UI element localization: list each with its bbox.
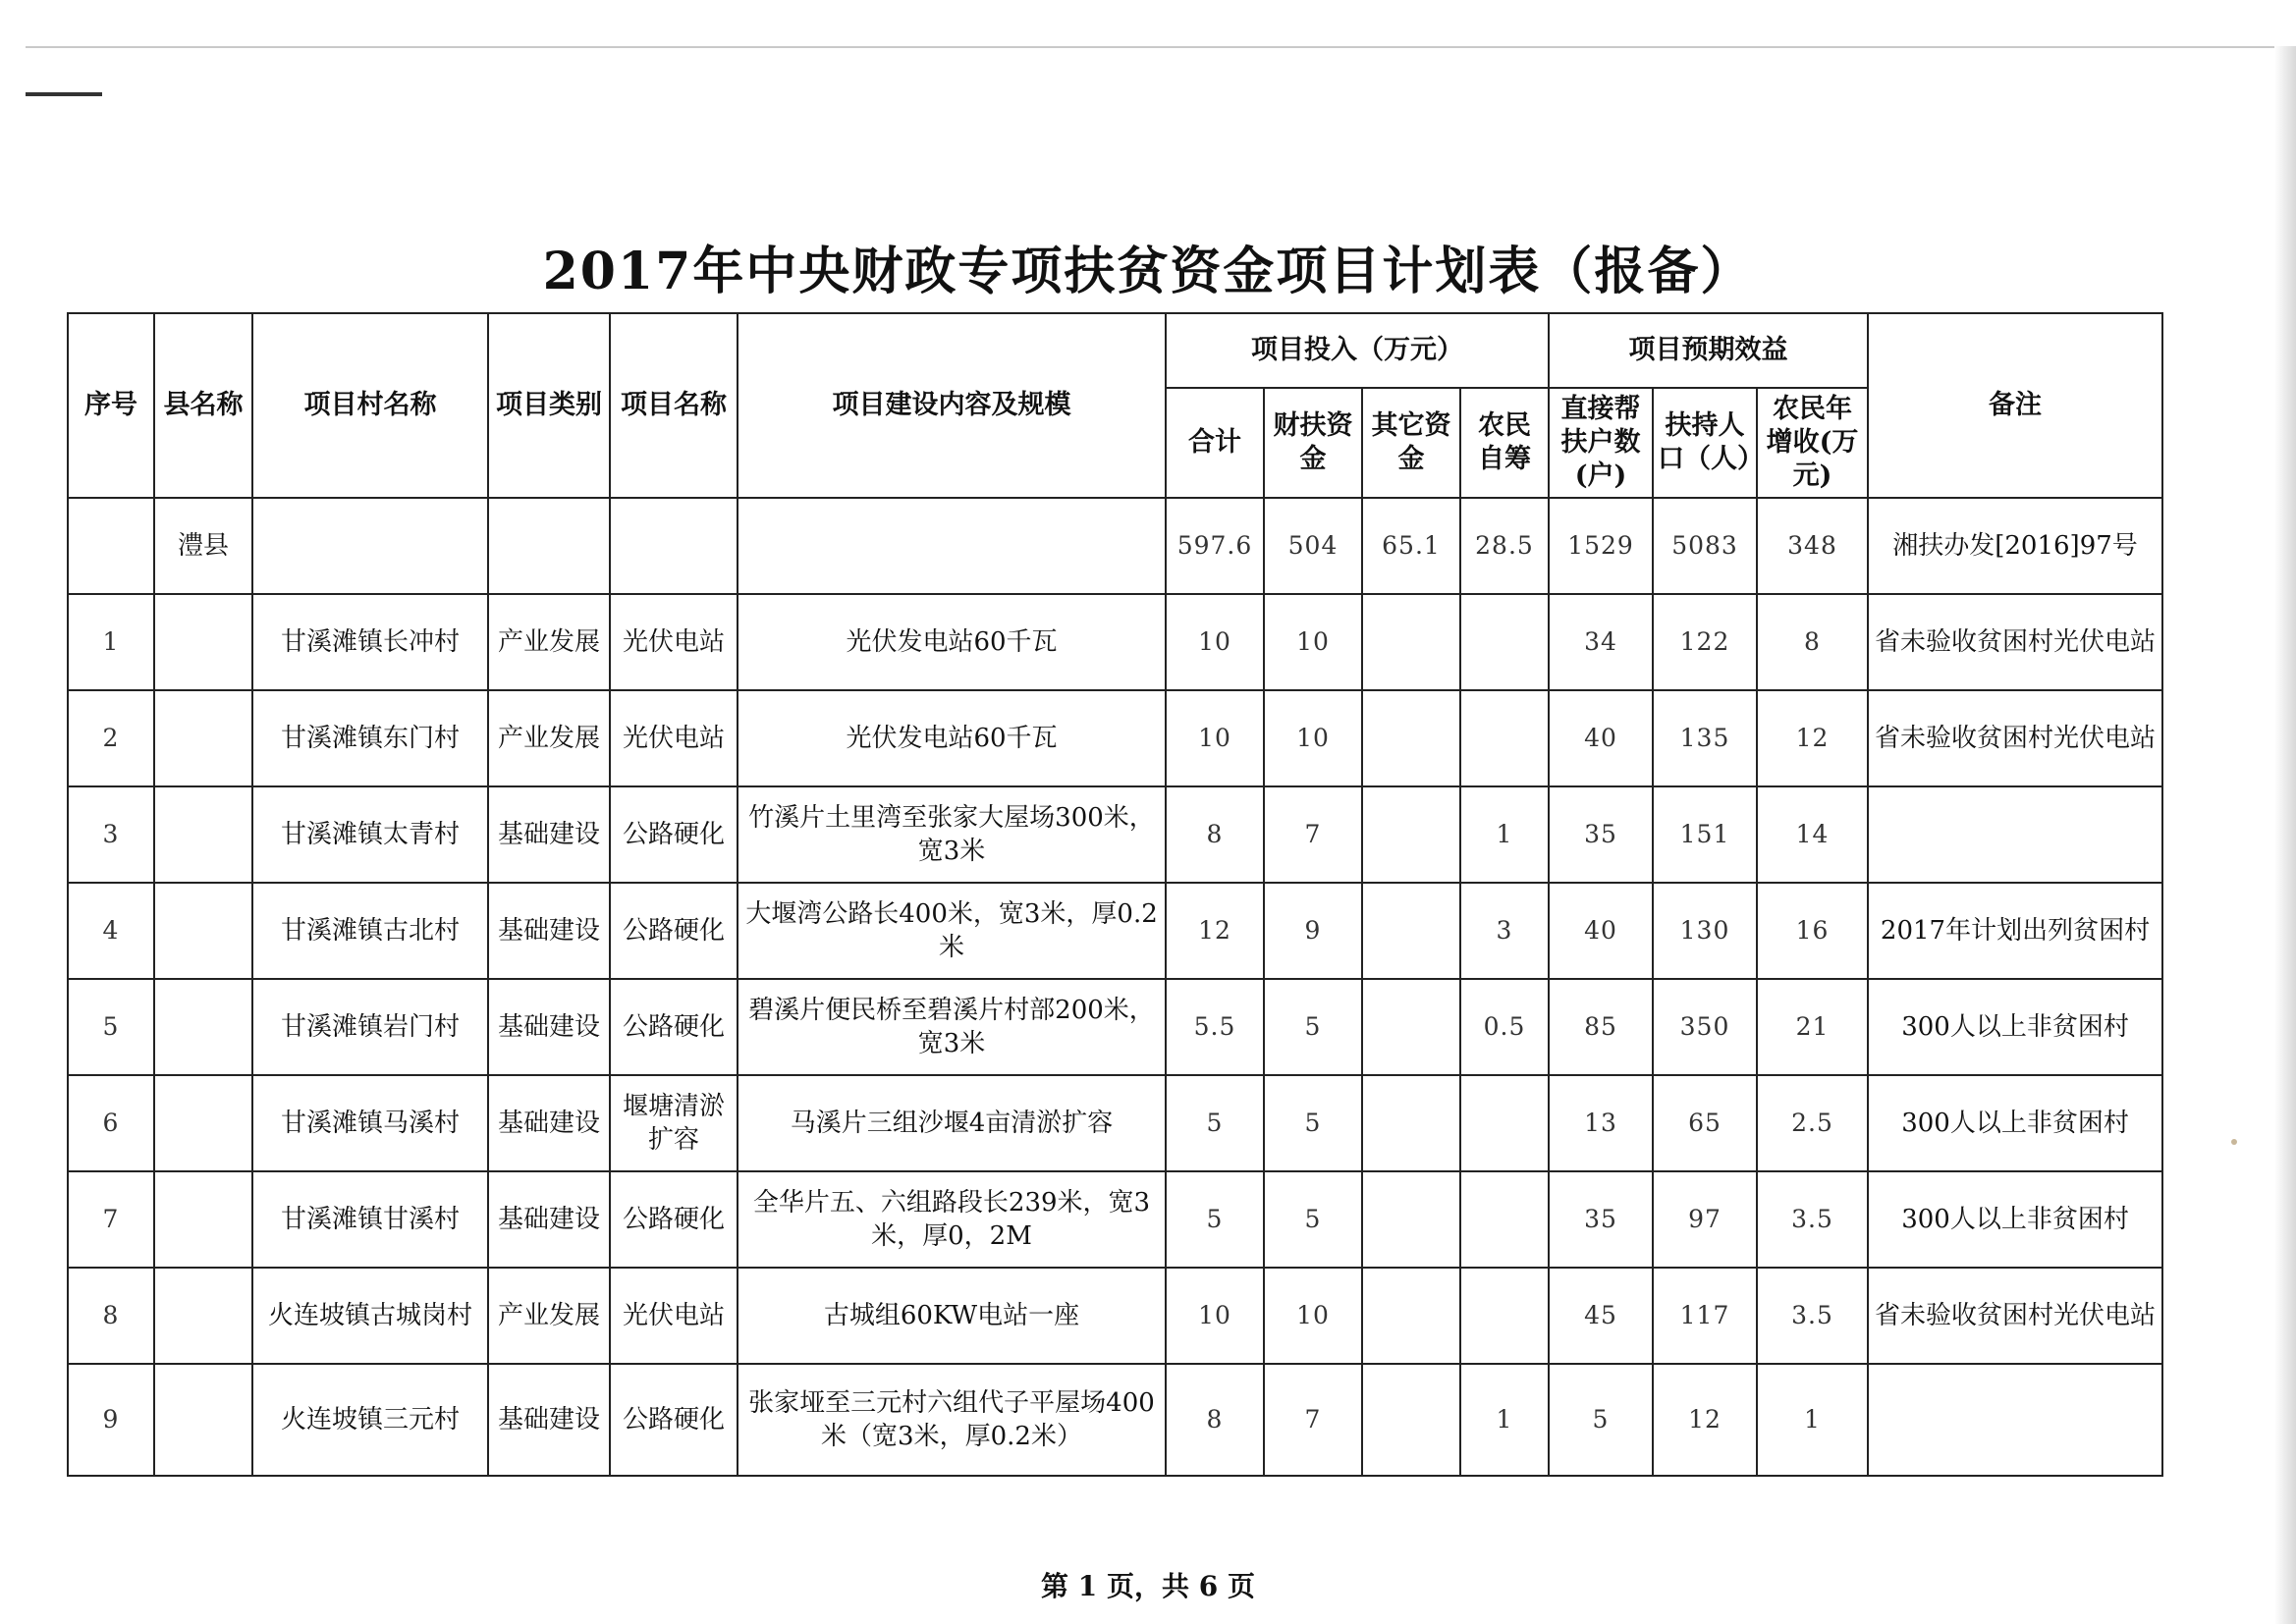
- seq-cell: 2: [68, 690, 154, 786]
- remarks-cell: 300人以上非贫困村: [1868, 979, 2162, 1075]
- total-cell: 10: [1166, 1268, 1264, 1364]
- remarks-cell: [1868, 1364, 2162, 1476]
- county-cell: [154, 1268, 252, 1364]
- income-cell: 3.5: [1757, 1268, 1868, 1364]
- remarks-cell: 省未验收贫困村光伏电站: [1868, 1268, 2162, 1364]
- income-cell: 21: [1757, 979, 1868, 1075]
- farmer-cell: [1460, 690, 1549, 786]
- scan-border-top: [26, 46, 2296, 48]
- content-cell: 碧溪片便民桥至碧溪片村部200米，宽3米: [738, 979, 1166, 1075]
- remarks-cell: 2017年计划出列贫困村: [1868, 883, 2162, 979]
- county-seq-cell: [68, 498, 154, 594]
- total-cell: 10: [1166, 594, 1264, 690]
- header-name: 项目名称: [610, 313, 738, 498]
- village-cell: 甘溪滩镇岩门村: [252, 979, 488, 1075]
- total-cell: 12: [1166, 883, 1264, 979]
- table-row: [68, 1171, 2162, 1268]
- other-cell: [1362, 690, 1460, 786]
- project-plan-table: [67, 312, 2163, 1477]
- households-cell: 40: [1549, 690, 1653, 786]
- fiscal-cell: 5: [1264, 1075, 1362, 1171]
- category-cell: 基础建设: [488, 1171, 610, 1268]
- fiscal-cell: 10: [1264, 594, 1362, 690]
- income-cell: 1: [1757, 1364, 1868, 1476]
- village-cell: 甘溪滩镇马溪村: [252, 1075, 488, 1171]
- fiscal-cell: 5: [1264, 1171, 1362, 1268]
- scan-speck: [2231, 1139, 2237, 1145]
- income-cell: 3.5: [1757, 1171, 1868, 1268]
- county-households-cell: 1529: [1549, 498, 1653, 594]
- households-cell: 13: [1549, 1075, 1653, 1171]
- seq-cell: 1: [68, 594, 154, 690]
- county-cell: [154, 594, 252, 690]
- village-cell: 甘溪滩镇古北村: [252, 883, 488, 979]
- county-population-cell: 5083: [1653, 498, 1757, 594]
- other-cell: [1362, 786, 1460, 883]
- village-cell: 甘溪滩镇甘溪村: [252, 1171, 488, 1268]
- households-cell: 45: [1549, 1268, 1653, 1364]
- content-cell: 马溪片三组沙堰4亩清淤扩容: [738, 1075, 1166, 1171]
- population-cell: 122: [1653, 594, 1757, 690]
- remarks-cell: [1868, 786, 2162, 883]
- seq-cell: 3: [68, 786, 154, 883]
- document-title: 2017年中央财政专项扶贫资金项目计划表（报备）: [542, 242, 1754, 301]
- table-row: [68, 594, 2162, 690]
- fiscal-cell: 7: [1264, 1364, 1362, 1476]
- other-cell: [1362, 1364, 1460, 1476]
- households-cell: 35: [1549, 786, 1653, 883]
- population-cell: 350: [1653, 979, 1757, 1075]
- other-cell: [1362, 883, 1460, 979]
- table-row: [68, 690, 2162, 786]
- header-households: 直接帮扶户数(户): [1549, 388, 1653, 498]
- county-name-cell: 澧县: [154, 498, 252, 594]
- farmer-cell: 1: [1460, 786, 1549, 883]
- county-category-cell: [488, 498, 610, 594]
- farmer-cell: [1460, 1075, 1549, 1171]
- total-cell: 5.5: [1166, 979, 1264, 1075]
- village-cell: 甘溪滩镇长冲村: [252, 594, 488, 690]
- seq-cell: 8: [68, 1268, 154, 1364]
- county-cell: [154, 1364, 252, 1476]
- farmer-cell: 1: [1460, 1364, 1549, 1476]
- content-cell: 光伏发电站60千瓦: [738, 690, 1166, 786]
- remarks-cell: 300人以上非贫困村: [1868, 1075, 2162, 1171]
- fiscal-cell: 5: [1264, 979, 1362, 1075]
- content-cell: 全华片五、六组路段长239米，宽3米，厚0，2M: [738, 1171, 1166, 1268]
- total-cell: 5: [1166, 1171, 1264, 1268]
- header-investment-group: 项目投入（万元）: [1166, 313, 1549, 388]
- header-benefit-group: 项目预期效益: [1549, 313, 1868, 388]
- population-cell: 135: [1653, 690, 1757, 786]
- county-cell: [154, 1171, 252, 1268]
- header-fiscal: 财扶资金: [1264, 388, 1362, 498]
- village-cell: 甘溪滩镇太青村: [252, 786, 488, 883]
- category-cell: 基础建设: [488, 979, 610, 1075]
- header-income: 农民年增收(万元): [1757, 388, 1868, 498]
- seq-cell: 9: [68, 1364, 154, 1476]
- county-other-cell: 65.1: [1362, 498, 1460, 594]
- category-cell: 基础建设: [488, 883, 610, 979]
- category-cell: 基础建设: [488, 1075, 610, 1171]
- fiscal-cell: 10: [1264, 1268, 1362, 1364]
- other-cell: [1362, 979, 1460, 1075]
- content-cell: 张家垭至三元村六组代子平屋场400米（宽3米，厚0.2米）: [738, 1364, 1166, 1476]
- farmer-cell: 3: [1460, 883, 1549, 979]
- village-cell: 火连坡镇古城岗村: [252, 1268, 488, 1364]
- county-cell: [154, 883, 252, 979]
- total-cell: 10: [1166, 690, 1264, 786]
- header-category: 项目类别: [488, 313, 610, 498]
- population-cell: 97: [1653, 1171, 1757, 1268]
- county-content-cell: [738, 498, 1166, 594]
- county-total-cell: 597.6: [1166, 498, 1264, 594]
- income-cell: 12: [1757, 690, 1868, 786]
- project-name-cell: 光伏电站: [610, 690, 738, 786]
- header-total: 合计: [1166, 388, 1264, 498]
- county-name-empty-cell: [610, 498, 738, 594]
- content-cell: 竹溪片土里湾至张家大屋场300米，宽3米: [738, 786, 1166, 883]
- other-cell: [1362, 1268, 1460, 1364]
- households-cell: 40: [1549, 883, 1653, 979]
- households-cell: 85: [1549, 979, 1653, 1075]
- table-row: [68, 979, 2162, 1075]
- county-cell: [154, 690, 252, 786]
- households-cell: 5: [1549, 1364, 1653, 1476]
- remarks-cell: 300人以上非贫困村: [1868, 1171, 2162, 1268]
- project-name-cell: 公路硬化: [610, 786, 738, 883]
- village-cell: 火连坡镇三元村: [252, 1364, 488, 1476]
- total-cell: 5: [1166, 1075, 1264, 1171]
- header-content: 项目建设内容及规模: [738, 313, 1166, 498]
- other-cell: [1362, 594, 1460, 690]
- total-cell: 8: [1166, 786, 1264, 883]
- project-name-cell: 堰塘清淤扩容: [610, 1075, 738, 1171]
- farmer-cell: [1460, 594, 1549, 690]
- seq-cell: 4: [68, 883, 154, 979]
- population-cell: 151: [1653, 786, 1757, 883]
- households-cell: 35: [1549, 1171, 1653, 1268]
- income-cell: 8: [1757, 594, 1868, 690]
- seq-cell: 5: [68, 979, 154, 1075]
- income-cell: 2.5: [1757, 1075, 1868, 1171]
- header-other: 其它资金: [1362, 388, 1460, 498]
- content-cell: 大堰湾公路长400米，宽3米，厚0.2米: [738, 883, 1166, 979]
- project-name-cell: 公路硬化: [610, 883, 738, 979]
- header-farmer: 农民自筹: [1460, 388, 1549, 498]
- header-seq: 序号: [68, 313, 154, 498]
- other-cell: [1362, 1171, 1460, 1268]
- income-cell: 16: [1757, 883, 1868, 979]
- county-village-cell: [252, 498, 488, 594]
- project-name-cell: 公路硬化: [610, 1364, 738, 1476]
- village-cell: 甘溪滩镇东门村: [252, 690, 488, 786]
- header-row-top: [68, 313, 2162, 388]
- seq-cell: 6: [68, 1075, 154, 1171]
- project-name-cell: 公路硬化: [610, 1171, 738, 1268]
- corner-mark: [26, 92, 102, 96]
- population-cell: 117: [1653, 1268, 1757, 1364]
- header-remarks: 备注: [1868, 313, 2162, 498]
- population-cell: 12: [1653, 1364, 1757, 1476]
- header-population: 扶持人口（人）: [1653, 388, 1757, 498]
- total-cell: 8: [1166, 1364, 1264, 1476]
- county-summary-row: [68, 498, 2162, 594]
- page-number-footer: 第 1 页，共 6 页: [1041, 1570, 1255, 1602]
- header-village: 项目村名称: [252, 313, 488, 498]
- fiscal-cell: 7: [1264, 786, 1362, 883]
- category-cell: 产业发展: [488, 1268, 610, 1364]
- other-cell: [1362, 1075, 1460, 1171]
- content-cell: 古城组60KW电站一座: [738, 1268, 1166, 1364]
- remarks-cell: 省未验收贫困村光伏电站: [1868, 594, 2162, 690]
- county-cell: [154, 786, 252, 883]
- county-cell: [154, 1075, 252, 1171]
- table-row: [68, 1268, 2162, 1364]
- category-cell: 产业发展: [488, 594, 610, 690]
- table-row: [68, 1075, 2162, 1171]
- county-fiscal-cell: 504: [1264, 498, 1362, 594]
- fiscal-cell: 10: [1264, 690, 1362, 786]
- county-remarks-cell: 湘扶办发[2016]97号: [1868, 498, 2162, 594]
- content-cell: 光伏发电站60千瓦: [738, 594, 1166, 690]
- farmer-cell: 0.5: [1460, 979, 1549, 1075]
- header-county: 县名称: [154, 313, 252, 498]
- households-cell: 34: [1549, 594, 1653, 690]
- category-cell: 基础建设: [488, 786, 610, 883]
- category-cell: 产业发展: [488, 690, 610, 786]
- project-name-cell: 公路硬化: [610, 979, 738, 1075]
- table-row: [68, 786, 2162, 883]
- farmer-cell: [1460, 1268, 1549, 1364]
- project-name-cell: 光伏电站: [610, 1268, 738, 1364]
- income-cell: 14: [1757, 786, 1868, 883]
- county-income-cell: 348: [1757, 498, 1868, 594]
- population-cell: 130: [1653, 883, 1757, 979]
- seq-cell: 7: [68, 1171, 154, 1268]
- county-farmer-cell: 28.5: [1460, 498, 1549, 594]
- table-row: [68, 1364, 2162, 1476]
- fiscal-cell: 9: [1264, 883, 1362, 979]
- county-cell: [154, 979, 252, 1075]
- population-cell: 65: [1653, 1075, 1757, 1171]
- remarks-cell: 省未验收贫困村光伏电站: [1868, 690, 2162, 786]
- category-cell: 基础建设: [488, 1364, 610, 1476]
- table-row: [68, 883, 2162, 979]
- farmer-cell: [1460, 1171, 1549, 1268]
- project-name-cell: 光伏电站: [610, 594, 738, 690]
